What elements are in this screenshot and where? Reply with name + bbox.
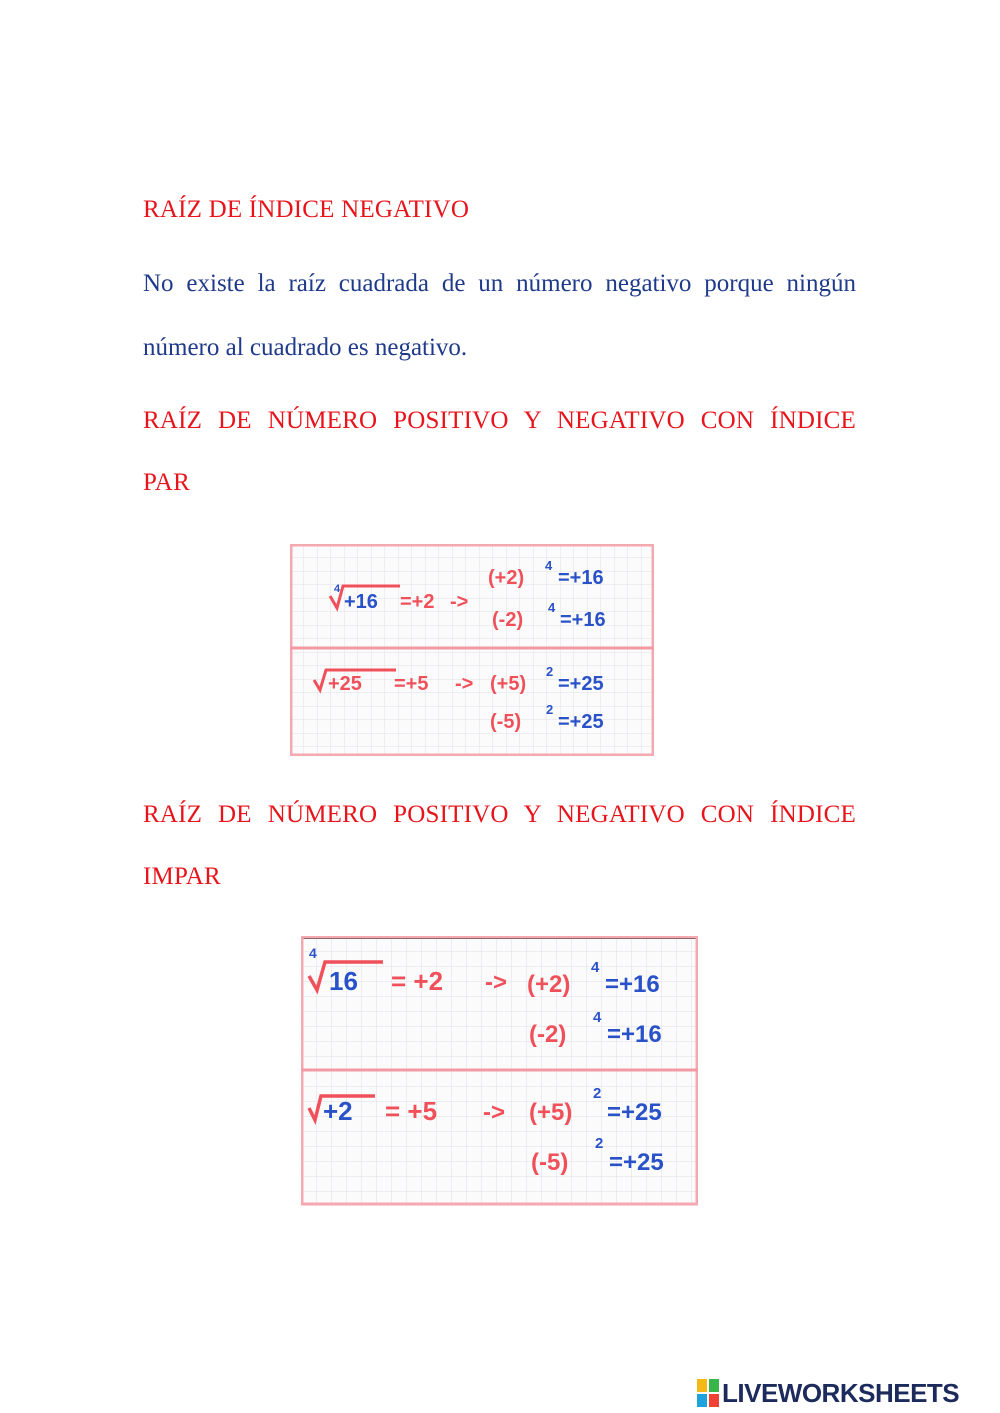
arrow-2: ->: [455, 673, 474, 695]
handwritten-photo-odd: [301, 936, 698, 1206]
power-result-2b-odd: =+25: [609, 1149, 664, 1176]
power-result-1a: =+16: [558, 567, 604, 589]
root-result-2-odd: = +5: [385, 1096, 438, 1126]
radicand-2-odd: +2: [323, 1096, 353, 1126]
power-base-2b: (-5): [490, 711, 522, 733]
paragraph-line-2: número al cuadrado es negativo.: [143, 334, 468, 361]
power-exp-2b: 2: [546, 702, 554, 717]
power-result-1b: =+16: [560, 609, 606, 631]
radicand-1: +16: [344, 591, 378, 613]
handwritten-notes-odd: [301, 936, 698, 1206]
section-title-even-index: RAÍZ DE NÚMERO POSITIVO Y NEGATIVO CON ÍNDICE: [143, 407, 856, 434]
power-exp-1a: 4: [545, 558, 553, 573]
power-base-1b-odd: (-2): [529, 1021, 567, 1048]
arrow-1: ->: [450, 591, 469, 613]
root-index-odd: 4: [309, 945, 317, 961]
power-base-1b: (-2): [492, 609, 524, 631]
power-result-2a-odd: =+25: [607, 1099, 662, 1126]
power-result-1a-odd: =+16: [605, 971, 660, 998]
power-result-2a: =+25: [558, 673, 604, 695]
section-title-negative-index: RAÍZ DE ÍNDICE NEGATIVO: [143, 196, 470, 223]
paragraph-line-1: No existe la raíz cuadrada de un número negativo porque ningún: [143, 270, 856, 297]
power-exp-2a-odd: 2: [593, 1085, 602, 1102]
logo-text: LIVEWORKSHEETS: [722, 1377, 960, 1408]
section-title-odd-index: RAÍZ DE NÚMERO POSITIVO Y NEGATIVO CON ÍNDICE: [143, 801, 856, 828]
power-base-2a-odd: (+5): [529, 1099, 573, 1126]
power-base-2a: (+5): [490, 673, 527, 695]
root-result-1: =+2: [400, 591, 435, 613]
arrow-1-odd: ->: [485, 969, 508, 996]
arrow-2-odd: ->: [483, 1099, 506, 1126]
power-base-1a: (+2): [488, 567, 525, 589]
power-base-1a-odd: (+2): [527, 971, 571, 998]
radicand-2: +25: [328, 673, 362, 695]
section-title-odd-index-line2: IMPAR: [143, 863, 221, 890]
root-result-2: =+5: [394, 673, 429, 695]
power-exp-1b-odd: 4: [593, 1009, 602, 1026]
root-result-1-odd: = +2: [391, 966, 444, 996]
power-exp-2a: 2: [546, 664, 554, 679]
power-exp-1a-odd: 4: [591, 959, 600, 976]
power-base-2b-odd: (-5): [531, 1149, 569, 1176]
liveworksheets-logo[interactable]: [697, 1377, 959, 1409]
section-title-even-index-line2: PAR: [143, 469, 190, 496]
power-exp-1b: 4: [548, 600, 556, 615]
radicand-1-odd: 16: [329, 966, 358, 996]
power-exp-2b-odd: 2: [595, 1135, 604, 1152]
handwritten-photo-even: [290, 544, 654, 756]
power-result-1b-odd: =+16: [607, 1021, 662, 1048]
root-index: 4: [334, 583, 341, 595]
handwritten-notes-even: [290, 544, 654, 756]
logo-mark-icon: [697, 1379, 719, 1407]
power-result-2b: =+25: [558, 711, 604, 733]
